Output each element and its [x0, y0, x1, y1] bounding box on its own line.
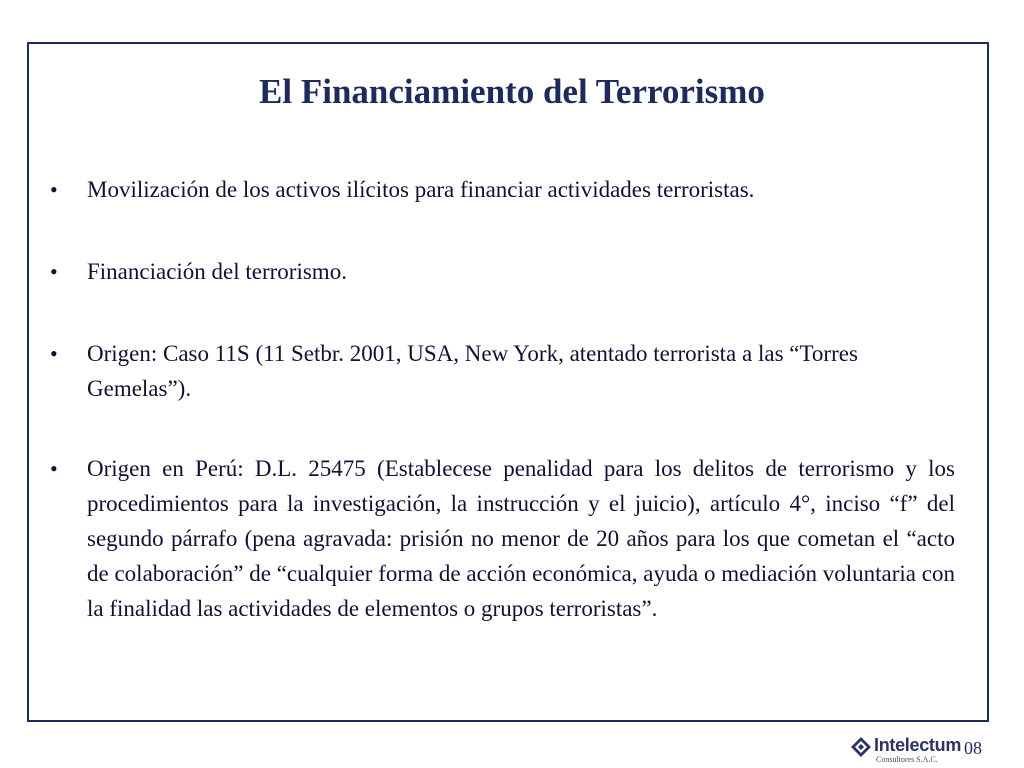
bullet-dot: • [50, 259, 58, 284]
bullet-text: Movilización de los activos ilícitos para financiar actividades terroristas. [87, 177, 755, 202]
bullet-list [50, 172, 955, 626]
bullet-text: Origen: Caso 11S (11 Setbr. 2001, USA, New York, atentado terrorista a las “Torres Gemelas”). [87, 341, 858, 401]
intelectum-logo-icon [850, 736, 872, 758]
bullet-dot: • [50, 177, 58, 202]
bullet-text: Financiación del terrorismo. [87, 259, 347, 284]
bullet-item [50, 451, 955, 626]
logo-name: Intelectum [874, 735, 962, 755]
bullet-item [50, 254, 955, 289]
page-number: 08 [964, 738, 982, 758]
bullet-item [50, 172, 955, 207]
bullet-item [50, 336, 955, 406]
bullet-dot: • [50, 456, 58, 481]
bullet-text: Origen en Perú: D.L. 25475 (Establecese penalidad para los delitos de terrorismo y los procedimientos para la investigación, la instrucción y el juicio), artículo 4°, inciso “f” del segundo párrafo (pena agravada: prisión no menor de 20 años para los que cometan el “acto de colaboración” de “cualquier forma de acción económica, ayuda o mediación voluntaria con la finalidad las actividades de elementos o grupos terroristas”. [87, 456, 955, 621]
company-logo [850, 733, 960, 767]
slide-title: El Financiamiento del Terrorismo [259, 72, 765, 111]
logo-subtitle: Consultores S.A.C. [876, 755, 938, 764]
bullet-dot: • [50, 341, 58, 366]
